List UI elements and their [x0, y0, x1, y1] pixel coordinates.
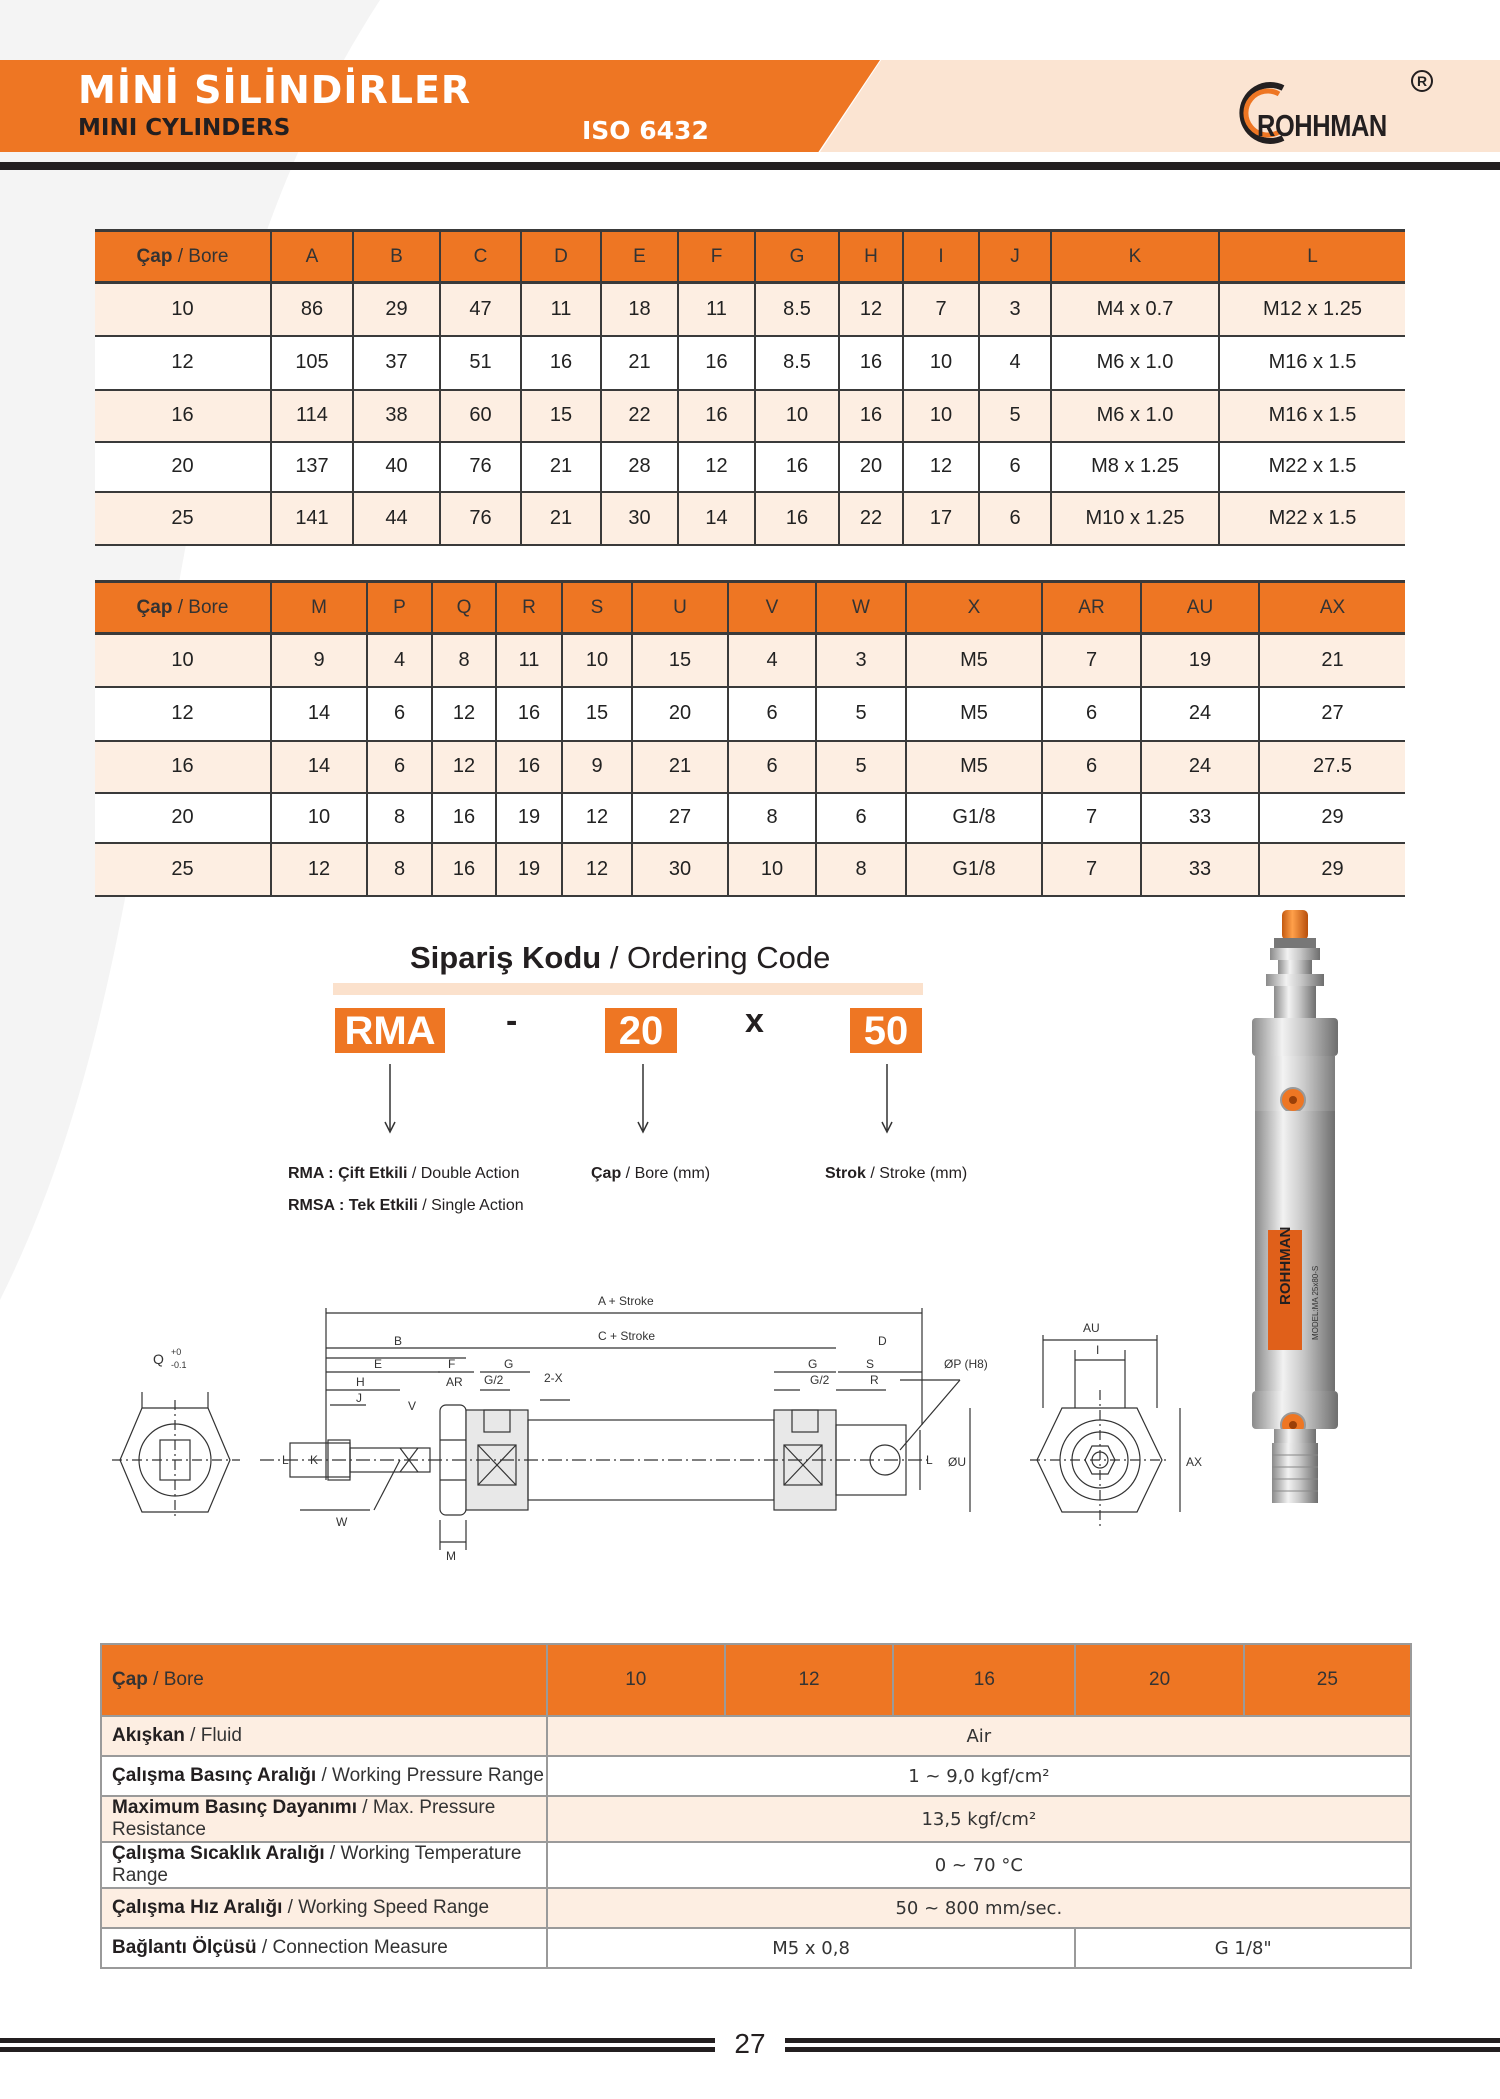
col-header: H	[839, 231, 903, 283]
col-header: F	[678, 231, 755, 283]
value-cell: 141	[271, 492, 353, 545]
dim-label: 2-X	[544, 1371, 563, 1385]
value-cell: 7	[1042, 843, 1141, 896]
value-cell: 22	[839, 492, 903, 545]
value-cell: 12	[562, 843, 632, 896]
ordering-code-band	[333, 983, 923, 995]
value-cell: 24	[1141, 741, 1259, 793]
spec-row-connection	[101, 1928, 1411, 1968]
bore-mm-label: Çap / Bore (mm)	[591, 1165, 711, 1182]
spec-header-row	[101, 1644, 1411, 1716]
spec-value: 50 ~ 800 mm/sec.	[547, 1888, 1411, 1928]
value-cell: 16	[496, 741, 562, 793]
value-cell: 12	[678, 442, 755, 492]
value-cell: 8	[728, 793, 816, 843]
dim-label: H	[356, 1375, 365, 1389]
value-cell: 10	[903, 336, 979, 390]
bore-cell: 10	[95, 634, 271, 687]
dim-label: V	[408, 1399, 417, 1413]
col-header: V	[728, 582, 816, 634]
table-row	[95, 793, 1405, 843]
dim-label: L	[926, 1453, 933, 1467]
bore-header: Çap / Bore	[95, 582, 271, 634]
dim-q-tol-plus: +0	[171, 1347, 182, 1357]
ordering-code-title: Sipariş Kodu / Ordering Code	[410, 940, 831, 975]
value-cell: 6	[979, 442, 1051, 492]
bore-cell: 16	[95, 741, 271, 793]
value-cell: 21	[521, 442, 601, 492]
dimension-table-a-l	[95, 229, 1405, 546]
col-header: I	[903, 231, 979, 283]
value-cell: 10	[755, 390, 839, 442]
col-header: X	[906, 582, 1042, 634]
value-cell: 51	[440, 336, 521, 390]
spec-row-speed	[101, 1888, 1411, 1928]
spec-bore-col: 25	[1244, 1644, 1411, 1716]
page-title-en: MINI CYLINDERS	[78, 115, 291, 141]
dim-label: K	[310, 1453, 319, 1467]
value-cell: 5	[816, 687, 906, 741]
value-cell: 86	[271, 283, 353, 336]
value-cell: 47	[440, 283, 521, 336]
value-cell: 3	[979, 283, 1051, 336]
photo-model: MODEL:MA 25x80-S	[1311, 1265, 1320, 1340]
value-cell: M22 x 1.5	[1219, 492, 1405, 545]
value-cell: 44	[353, 492, 440, 545]
value-cell: 10	[728, 843, 816, 896]
value-cell: 6	[367, 687, 432, 741]
value-cell: 6	[728, 687, 816, 741]
value-cell: 11	[496, 634, 562, 687]
value-cell: 6	[1042, 687, 1141, 741]
dim-q: Q	[153, 1351, 164, 1367]
value-cell: 10	[271, 793, 367, 843]
value-cell: 12	[271, 843, 367, 896]
col-header: J	[979, 231, 1051, 283]
brand-logo	[1225, 68, 1445, 152]
spec-value: G 1/8"	[1075, 1928, 1411, 1968]
value-cell: 37	[353, 336, 440, 390]
value-cell: 27.5	[1259, 741, 1405, 793]
dim-label: B	[394, 1334, 403, 1348]
col-header: C	[440, 231, 521, 283]
value-cell: M12 x 1.25	[1219, 283, 1405, 336]
value-cell: 4	[728, 634, 816, 687]
value-cell: 76	[440, 442, 521, 492]
value-cell: 16	[755, 492, 839, 545]
value-cell: 29	[353, 283, 440, 336]
value-cell: 7	[903, 283, 979, 336]
table-header-row	[95, 231, 1405, 283]
standard-label: ISO 6432	[582, 116, 709, 145]
table-row	[95, 492, 1405, 545]
dim-label: AX	[1186, 1455, 1203, 1469]
spec-row-pressure	[101, 1756, 1411, 1796]
value-cell: 16	[839, 390, 903, 442]
dim-label: M	[446, 1549, 456, 1563]
value-cell: 40	[353, 442, 440, 492]
registered-mark: R	[1411, 70, 1433, 92]
spec-bore-col: 20	[1075, 1644, 1243, 1716]
value-cell: 4	[367, 634, 432, 687]
table-row	[95, 843, 1405, 896]
value-cell: 5	[816, 741, 906, 793]
spec-label: Çalışma Basınç Aralığı / Working Pressure Range	[101, 1756, 547, 1796]
cylinder-photo	[1230, 910, 1360, 1530]
value-cell: 16	[521, 336, 601, 390]
value-cell: 6	[728, 741, 816, 793]
col-header: G	[755, 231, 839, 283]
value-cell: 8	[816, 843, 906, 896]
col-header: R	[496, 582, 562, 634]
value-cell: G1/8	[906, 843, 1042, 896]
value-cell: 20	[632, 687, 728, 741]
value-cell: 19	[496, 793, 562, 843]
footer-rule-right	[785, 2038, 1500, 2043]
value-cell: 14	[678, 492, 755, 545]
dim-label: AU	[1083, 1321, 1100, 1335]
value-cell: 6	[367, 741, 432, 793]
value-cell: 29	[1259, 843, 1405, 896]
value-cell: 18	[601, 283, 678, 336]
table-row	[95, 687, 1405, 741]
ordering-arrows	[0, 1060, 1000, 1140]
spec-label: Çalışma Sıcaklık Aralığı / Working Temperature Range	[101, 1842, 547, 1888]
col-header: A	[271, 231, 353, 283]
value-cell: 21	[601, 336, 678, 390]
value-cell: 8	[367, 843, 432, 896]
spec-row-fluid	[101, 1716, 1411, 1756]
code-type-box: RMA	[335, 1008, 445, 1053]
value-cell: M5	[906, 741, 1042, 793]
spec-label: Çalışma Hız Aralığı / Working Speed Range	[101, 1888, 547, 1928]
value-cell: 33	[1141, 793, 1259, 843]
dim-label: W	[336, 1515, 348, 1529]
spec-bore-header: Çap / Bore	[101, 1644, 547, 1716]
spec-value: 13,5 kgf/cm²	[547, 1796, 1411, 1842]
dim-a-stroke: A + Stroke	[598, 1294, 654, 1308]
bore-cell: 12	[95, 687, 271, 741]
code-times: x	[745, 1002, 764, 1040]
value-cell: 20	[839, 442, 903, 492]
photo-brand: ROHHMAN	[1277, 1226, 1294, 1305]
value-cell: 38	[353, 390, 440, 442]
value-cell: 8.5	[755, 283, 839, 336]
col-header: U	[632, 582, 728, 634]
col-header: S	[562, 582, 632, 634]
dim-label: ØP (H8)	[944, 1357, 988, 1371]
spec-bore-col: 12	[725, 1644, 893, 1716]
col-header: E	[601, 231, 678, 283]
spec-bore-col: 10	[547, 1644, 725, 1716]
value-cell: 27	[1259, 687, 1405, 741]
spec-label: Maximum Basınç Dayanımı / Max. Pressure Resistance	[101, 1796, 547, 1842]
code-stroke-box: 50	[850, 1008, 922, 1053]
value-cell: 14	[271, 741, 367, 793]
dim-label: G	[808, 1357, 818, 1371]
table-row	[95, 634, 1405, 687]
value-cell: 16	[432, 793, 496, 843]
value-cell: 33	[1141, 843, 1259, 896]
table-row	[95, 442, 1405, 492]
value-cell: 11	[678, 283, 755, 336]
dim-q-tol-minus: -0.1	[171, 1360, 187, 1370]
bore-cell: 25	[95, 492, 271, 545]
value-cell: 19	[1141, 634, 1259, 687]
col-header: AU	[1141, 582, 1259, 634]
value-cell: 15	[521, 390, 601, 442]
value-cell: 29	[1259, 793, 1405, 843]
col-header: M	[271, 582, 367, 634]
value-cell: M16 x 1.5	[1219, 390, 1405, 442]
code-bore-box: 20	[605, 1008, 677, 1053]
col-header: Q	[432, 582, 496, 634]
value-cell: 15	[632, 634, 728, 687]
value-cell: 12	[432, 687, 496, 741]
value-cell: 10	[562, 634, 632, 687]
value-cell: 16	[678, 336, 755, 390]
value-cell: 9	[562, 741, 632, 793]
value-cell: 27	[632, 793, 728, 843]
col-header: W	[816, 582, 906, 634]
value-cell: 19	[496, 843, 562, 896]
dim-label: AR	[446, 1375, 463, 1389]
value-cell: 12	[432, 741, 496, 793]
value-cell: 5	[979, 390, 1051, 442]
bore-cell: 12	[95, 336, 271, 390]
value-cell: M6 x 1.0	[1051, 336, 1219, 390]
spec-label: Bağlantı Ölçüsü / Connection Measure	[101, 1928, 547, 1968]
value-cell: 30	[632, 843, 728, 896]
stroke-mm-label: Strok / Stroke (mm)	[825, 1165, 968, 1182]
table-row	[95, 390, 1405, 442]
table-header-row	[95, 582, 1405, 634]
value-cell: 76	[440, 492, 521, 545]
col-header: AX	[1259, 582, 1405, 634]
spec-value: M5 x 0,8	[547, 1928, 1076, 1968]
col-header: K	[1051, 231, 1219, 283]
footer-rule-left	[0, 2047, 715, 2052]
dimension-table-m-ax	[95, 580, 1405, 897]
value-cell: 16	[496, 687, 562, 741]
dim-label: E	[374, 1357, 383, 1371]
value-cell: 7	[1042, 793, 1141, 843]
value-cell: 16	[839, 336, 903, 390]
spec-value: 0 ~ 70 °C	[547, 1842, 1411, 1888]
value-cell: 9	[271, 634, 367, 687]
bore-cell: 20	[95, 793, 271, 843]
value-cell: 7	[1042, 634, 1141, 687]
dim-label: J	[356, 1391, 362, 1405]
bore-cell: 25	[95, 843, 271, 896]
dim-label: ØU	[948, 1455, 966, 1469]
value-cell: 21	[632, 741, 728, 793]
value-cell: 12	[903, 442, 979, 492]
value-cell: 8	[367, 793, 432, 843]
spec-label: Akışkan / Fluid	[101, 1716, 547, 1756]
value-cell: 30	[601, 492, 678, 545]
value-cell: 6	[1042, 741, 1141, 793]
value-cell: 28	[601, 442, 678, 492]
page-header	[0, 60, 1500, 160]
value-cell: 8	[432, 634, 496, 687]
rma-label: RMA : Çift Etkili / Double Action	[288, 1165, 520, 1182]
value-cell: 21	[1259, 634, 1405, 687]
value-cell: 24	[1141, 687, 1259, 741]
spec-value: Air	[547, 1716, 1411, 1756]
value-cell: M10 x 1.25	[1051, 492, 1219, 545]
bore-cell: 16	[95, 390, 271, 442]
bore-cell: 20	[95, 442, 271, 492]
specification-table	[100, 1643, 1412, 1969]
col-header: P	[367, 582, 432, 634]
spec-row-max-pressure	[101, 1796, 1411, 1842]
dim-c-stroke: C + Stroke	[598, 1329, 656, 1343]
value-cell: 12	[562, 793, 632, 843]
col-header: AR	[1042, 582, 1141, 634]
value-cell: 12	[839, 283, 903, 336]
rmsa-label: RMSA : Tek Etkili / Single Action	[288, 1197, 524, 1214]
value-cell: M5	[906, 687, 1042, 741]
value-cell: M4 x 0.7	[1051, 283, 1219, 336]
dim-label: G/2	[810, 1373, 830, 1387]
spec-bore-col: 16	[893, 1644, 1075, 1716]
value-cell: M6 x 1.0	[1051, 390, 1219, 442]
value-cell: 16	[432, 843, 496, 896]
value-cell: 17	[903, 492, 979, 545]
col-header: D	[521, 231, 601, 283]
page-number: 27	[734, 2028, 766, 2059]
page-title-tr: MİNİ SİLİNDİRLER	[78, 68, 472, 112]
dim-label: S	[866, 1357, 875, 1371]
spec-value: 1 ~ 9,0 kgf/cm²	[547, 1756, 1411, 1796]
value-cell: 22	[601, 390, 678, 442]
value-cell: M22 x 1.5	[1219, 442, 1405, 492]
col-header: L	[1219, 231, 1405, 283]
col-header: B	[353, 231, 440, 283]
value-cell: 16	[678, 390, 755, 442]
value-cell: 15	[562, 687, 632, 741]
technical-drawing	[100, 1280, 1203, 1570]
value-cell: 3	[816, 634, 906, 687]
value-cell: 8.5	[755, 336, 839, 390]
bore-cell: 10	[95, 283, 271, 336]
value-cell: M16 x 1.5	[1219, 336, 1405, 390]
footer-rule-right	[785, 2047, 1500, 2052]
value-cell: 21	[521, 492, 601, 545]
dim-label: L	[282, 1453, 289, 1467]
value-cell: 16	[755, 442, 839, 492]
value-cell: 6	[979, 492, 1051, 545]
table-row	[95, 283, 1405, 336]
value-cell: 60	[440, 390, 521, 442]
dim-label: I	[1096, 1343, 1100, 1357]
value-cell: 105	[271, 336, 353, 390]
spec-row-temperature	[101, 1842, 1411, 1888]
value-cell: 4	[979, 336, 1051, 390]
code-dash: -	[506, 1002, 518, 1040]
value-cell: 6	[816, 793, 906, 843]
value-cell: G1/8	[906, 793, 1042, 843]
table-row	[95, 336, 1405, 390]
dim-label: F	[448, 1357, 456, 1371]
dim-label: G	[504, 1357, 514, 1371]
dim-label: D	[878, 1334, 887, 1348]
value-cell: 14	[271, 687, 367, 741]
dim-label: R	[870, 1373, 879, 1387]
table-row	[95, 741, 1405, 793]
bore-header: Çap / Bore	[95, 231, 271, 283]
value-cell: 11	[521, 283, 601, 336]
brand-name: ROHHMAN	[1257, 108, 1387, 143]
value-cell: 114	[271, 390, 353, 442]
value-cell: 10	[903, 390, 979, 442]
value-cell: M5	[906, 634, 1042, 687]
header-rule	[0, 162, 1500, 170]
footer-rule-left	[0, 2038, 715, 2043]
value-cell: M8 x 1.25	[1051, 442, 1219, 492]
value-cell: 137	[271, 442, 353, 492]
dim-label: G/2	[484, 1373, 504, 1387]
